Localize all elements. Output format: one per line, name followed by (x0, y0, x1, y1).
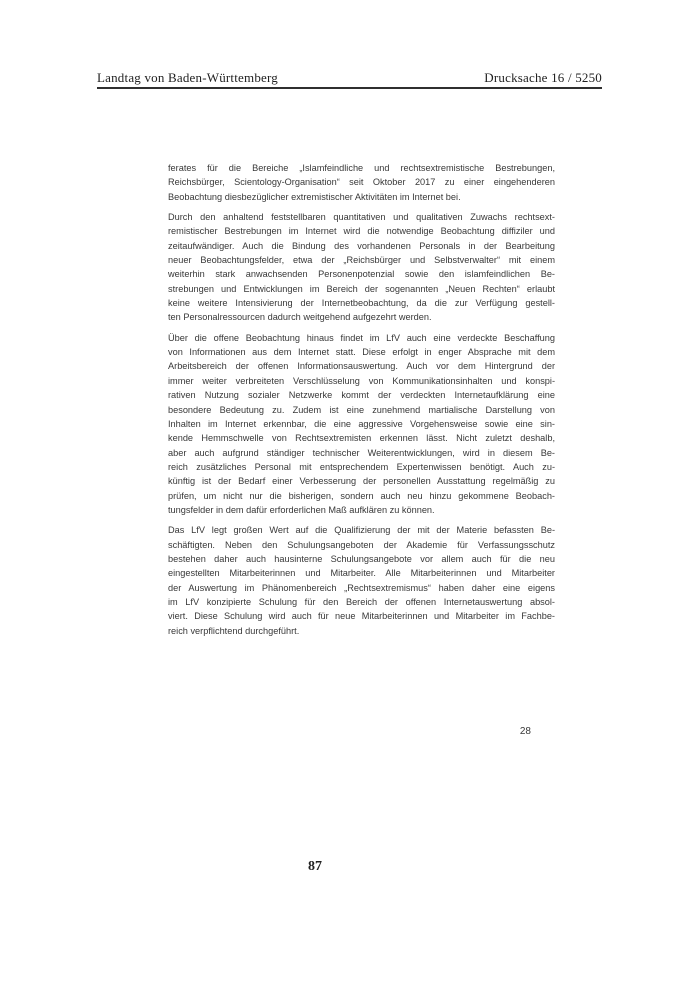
text-line: Reichsbürger, Scientology-Organisation“ seit Oktober 2017 zu einer eingehenderen (168, 177, 555, 188)
text-line: remistischer Bestrebungen im Internet wird die notwendige Beobachtung diffiziler und (168, 226, 555, 237)
text-line: ferates für die Bereiche „Islamfeindliche und rechtsextremistische Bestrebungen, (168, 163, 555, 173)
text-line: kende Hemmschwelle von Rechtsextremisten erkennen lässt. Nicht zuletzt deshalb, (168, 433, 555, 444)
text-line: neuer Beobachtungsfelder, etwa der „Reichsbürger und Selbstverwalter“ mit einem (168, 255, 555, 266)
text-line: reich verpflichtend durchgeführt. (168, 625, 300, 636)
paragraph (168, 331, 555, 517)
paragraph (168, 523, 555, 638)
text-line: viert. Diese Schulung wird auch für neue Mitarbeiterinnen und Mitarbeiter im Fachbe- (168, 611, 555, 622)
text-line: der Auswertung im Phänomenbereich „Rechtsextremismus“ haben daher eine eigens (168, 582, 555, 593)
text-line: prüfen, um nicht nur die bisherigen, sondern auch neu hinzu gekommene Beobach- (168, 490, 555, 501)
text-line: immer weiter verbreiteten Verschlüsselung von Kommunikationsinhalten und konspi- (168, 375, 555, 386)
text-line: aber auch aufgrund ständiger technischer Weiterentwicklungen, wird in diesem Be- (168, 447, 555, 458)
text-line: Beobachtung diesbezüglicher extremistischer Aktivitäten im Internet bei. (168, 191, 461, 202)
text-line: tungsfelder in dem dafür erforderlichen Maß aufklären zu können. (168, 504, 435, 515)
header-right-docnumber: Drucksache 16 / 5250 (484, 70, 602, 85)
paragraph (168, 161, 555, 204)
text-line: keine weitere Intensivierung der Internetbeobachtung, da die zur Verfügung gestell- (168, 298, 555, 309)
text-line: schäftigten. Neben den Schulungsangeboten der Akademie für Verfassungsschutz (168, 539, 555, 550)
text-line: Durch den anhaltend feststellbaren quantitativen und qualitativen Zuwachs rechtsext- (168, 212, 555, 223)
text-line: besondere Bedeutung zu. Zudem ist eine zunehmend martialische Darstellung von (168, 404, 555, 415)
text-line: im LfV konzipierte Schulung für den Bereich der offenen Internetauswertung absol- (168, 596, 555, 607)
text-line: Das LfV legt großen Wert auf die Qualifizierung der mit der Materie befassten Be- (168, 525, 555, 536)
text-line: weiterhin stark anwachsenden Personenpotenzial sowie den islamfeindlichen Be- (168, 269, 555, 280)
header-rule (97, 87, 602, 89)
text-line: zeitaufwändiger. Auch die Bindung des vorhandenen Personals in der Bearbeitung (168, 240, 555, 251)
text-line: von Informationen aus dem Internet statt. Diese erfolgt in enger Absprache mit dem (168, 347, 555, 358)
document-header (97, 70, 602, 86)
text-line: Inhalten im Internet erkennbar, die eine aggressive Vorgehensweise sowie eine sin- (168, 418, 555, 429)
page-number: 87 (308, 859, 322, 874)
text-line: eingestellten Mitarbeiterinnen und Mitarbeiter. Alle Mitarbeiterinnen und Mitarbeiter (168, 568, 555, 579)
text-line: strebungen und Entwicklungen im Bereich der sogenannten „Neuen Rechten“ erlaubt (168, 283, 555, 294)
inner-page-number: 28 (519, 726, 531, 737)
text-line: rativen Nutzung sozialer Netzwerke kommt der verdeckten Internetaufklärung eine (168, 390, 555, 401)
text-line: bestehen daher auch hausinterne Schulungsangebote vor allem auch für die neu (168, 553, 555, 564)
text-line: Arbeitsbereich der offenen Informationsauswertung. Auch vor dem Hintergrund der (168, 361, 555, 372)
body-text (168, 161, 555, 644)
text-line: künftig ist der Bedarf einer Verbesserung der personellen Ausstattung regelmäßig zu (168, 476, 555, 487)
text-line: Über die offene Beobachtung hinaus findet im LfV auch eine verdeckte Beschaffung (168, 332, 555, 343)
paragraph (168, 210, 555, 325)
text-line: ten Personalressourcen dadurch weitgehend aufgezehrt werden. (168, 312, 432, 323)
header-left-title: Landtag von Baden-Württemberg (97, 70, 279, 85)
text-line: reich zusätzliches Personal mit entsprechendem Expertenwissen benötigt. Auch zu- (168, 461, 555, 472)
